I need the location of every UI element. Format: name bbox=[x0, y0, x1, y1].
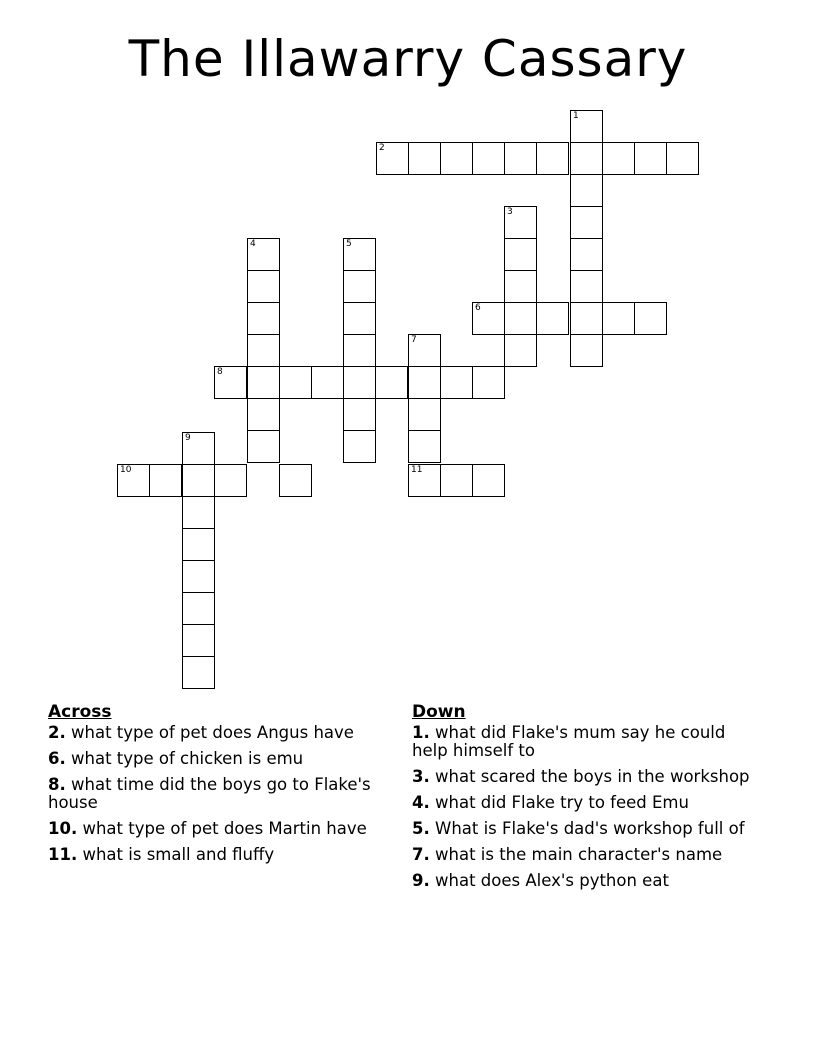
cell-number: 10 bbox=[120, 465, 132, 475]
clue-number: 9. bbox=[412, 871, 430, 890]
grid-cell-9[interactable] bbox=[182, 432, 215, 465]
clue-number: 4. bbox=[412, 793, 430, 812]
cell-number: 6 bbox=[475, 303, 481, 313]
across-clue-2 bbox=[48, 724, 398, 742]
clue-text: what did Flake try to feed Emu bbox=[435, 793, 689, 812]
grid-cell[interactable] bbox=[182, 560, 215, 593]
cell-number: 7 bbox=[411, 335, 417, 345]
grid-cell[interactable] bbox=[149, 464, 182, 497]
grid-cell[interactable] bbox=[343, 334, 376, 367]
across-clue-11 bbox=[48, 846, 398, 864]
grid-cell[interactable] bbox=[504, 270, 537, 303]
grid-cell[interactable] bbox=[408, 366, 441, 399]
clue-text: what scared the boys in the workshop bbox=[435, 767, 750, 786]
grid-cell[interactable] bbox=[504, 334, 537, 367]
cell-number: 9 bbox=[185, 433, 191, 443]
grid-cell[interactable] bbox=[570, 174, 603, 207]
grid-cell[interactable] bbox=[666, 142, 699, 175]
clue-number: 2. bbox=[48, 723, 66, 742]
grid-cell[interactable] bbox=[279, 464, 312, 497]
down-clue-1 bbox=[412, 724, 762, 760]
cell-number: 5 bbox=[346, 239, 352, 249]
grid-cell-2[interactable] bbox=[376, 142, 409, 175]
clue-number: 7. bbox=[412, 845, 430, 864]
grid-cell-4[interactable] bbox=[247, 238, 280, 271]
grid-cell[interactable] bbox=[504, 238, 537, 271]
grid-cell[interactable] bbox=[182, 464, 215, 497]
grid-cell[interactable] bbox=[440, 366, 473, 399]
grid-cell[interactable] bbox=[247, 366, 280, 399]
grid-cell[interactable] bbox=[602, 302, 635, 335]
grid-cell[interactable] bbox=[472, 366, 505, 399]
grid-cell-5[interactable] bbox=[343, 238, 376, 271]
across-clue-6 bbox=[48, 750, 398, 768]
grid-cell[interactable] bbox=[570, 206, 603, 239]
grid-cell[interactable] bbox=[472, 142, 505, 175]
grid-cell[interactable] bbox=[472, 464, 505, 497]
grid-cell-1[interactable] bbox=[570, 110, 603, 143]
down-clue-5 bbox=[412, 820, 762, 838]
grid-cell[interactable] bbox=[343, 302, 376, 335]
clue-text: what is the main character's name bbox=[435, 845, 723, 864]
grid-cell[interactable] bbox=[375, 366, 408, 399]
grid-cell[interactable] bbox=[343, 270, 376, 303]
grid-cell[interactable] bbox=[536, 302, 569, 335]
clue-text: what is small and fluffy bbox=[82, 845, 275, 864]
clue-number: 5. bbox=[412, 819, 430, 838]
down-clue-7 bbox=[412, 846, 762, 864]
grid-cell-7[interactable] bbox=[408, 334, 441, 367]
grid-cell[interactable] bbox=[182, 592, 215, 625]
cell-number: 2 bbox=[379, 143, 385, 153]
cell-number: 3 bbox=[507, 207, 513, 217]
grid-cell-3[interactable] bbox=[504, 206, 537, 239]
grid-cell[interactable] bbox=[570, 302, 603, 335]
grid-cell[interactable] bbox=[602, 142, 635, 175]
grid-cell-11[interactable] bbox=[408, 464, 441, 497]
clue-number: 6. bbox=[48, 749, 66, 768]
grid-cell[interactable] bbox=[247, 270, 280, 303]
clue-text: what type of chicken is emu bbox=[71, 749, 304, 768]
grid-cell[interactable] bbox=[182, 528, 215, 561]
clue-number: 1. bbox=[412, 723, 430, 742]
across-clues bbox=[48, 703, 398, 872]
clue-text: What is Flake's dad's workshop full of bbox=[435, 819, 745, 838]
across-clue-8 bbox=[48, 776, 398, 812]
grid-cell[interactable] bbox=[247, 302, 280, 335]
grid-cell[interactable] bbox=[536, 142, 569, 175]
down-clues bbox=[412, 703, 762, 898]
grid-cell[interactable] bbox=[343, 398, 376, 431]
grid-cell[interactable] bbox=[570, 270, 603, 303]
grid-cell-6[interactable] bbox=[472, 302, 505, 335]
cell-number: 11 bbox=[411, 465, 423, 475]
grid-cell[interactable] bbox=[182, 624, 215, 657]
grid-cell[interactable] bbox=[570, 238, 603, 271]
grid-cell-8[interactable] bbox=[214, 366, 247, 399]
grid-cell[interactable] bbox=[408, 430, 441, 463]
grid-cell[interactable] bbox=[408, 398, 441, 431]
down-heading: Down bbox=[412, 702, 466, 722]
grid-cell[interactable] bbox=[570, 334, 603, 367]
grid-cell[interactable] bbox=[247, 430, 280, 463]
across-heading: Across bbox=[48, 702, 112, 722]
grid-cell[interactable] bbox=[182, 496, 215, 529]
grid-cell[interactable] bbox=[440, 464, 473, 497]
grid-cell[interactable] bbox=[247, 334, 280, 367]
cell-number: 8 bbox=[217, 367, 223, 377]
grid-cell[interactable] bbox=[343, 430, 376, 463]
grid-cell[interactable] bbox=[440, 142, 473, 175]
grid-cell[interactable] bbox=[343, 366, 376, 399]
clue-text: what did Flake's mum say he could help himself to bbox=[412, 723, 726, 760]
clue-text: what type of pet does Martin have bbox=[82, 819, 367, 838]
cell-number: 4 bbox=[250, 239, 256, 249]
clue-number: 8. bbox=[48, 775, 66, 794]
clue-text: what does Alex's python eat bbox=[435, 871, 669, 890]
clue-number: 3. bbox=[412, 767, 430, 786]
grid-cell[interactable] bbox=[247, 398, 280, 431]
grid-cell[interactable] bbox=[214, 464, 247, 497]
across-clue-10 bbox=[48, 820, 398, 838]
grid-cell[interactable] bbox=[570, 142, 603, 175]
down-clue-3 bbox=[412, 768, 762, 786]
down-clue-9 bbox=[412, 872, 762, 890]
clue-number: 11. bbox=[48, 845, 78, 864]
grid-cell[interactable] bbox=[634, 142, 667, 175]
grid-cell-10[interactable] bbox=[117, 464, 150, 497]
clue-number: 10. bbox=[48, 819, 78, 838]
grid-cell[interactable] bbox=[182, 656, 215, 689]
grid-cell[interactable] bbox=[504, 142, 537, 175]
grid-cell[interactable] bbox=[279, 366, 312, 399]
down-clue-4 bbox=[412, 794, 762, 812]
page-title: The Illawarry Cassary bbox=[128, 30, 688, 88]
grid-cell[interactable] bbox=[634, 302, 667, 335]
grid-cell[interactable] bbox=[311, 366, 344, 399]
clue-text: what time did the boys go to Flake's house bbox=[48, 775, 371, 812]
grid-cell[interactable] bbox=[504, 302, 537, 335]
grid-cell[interactable] bbox=[408, 142, 441, 175]
clue-text: what type of pet does Angus have bbox=[71, 723, 354, 742]
cell-number: 1 bbox=[573, 111, 579, 121]
